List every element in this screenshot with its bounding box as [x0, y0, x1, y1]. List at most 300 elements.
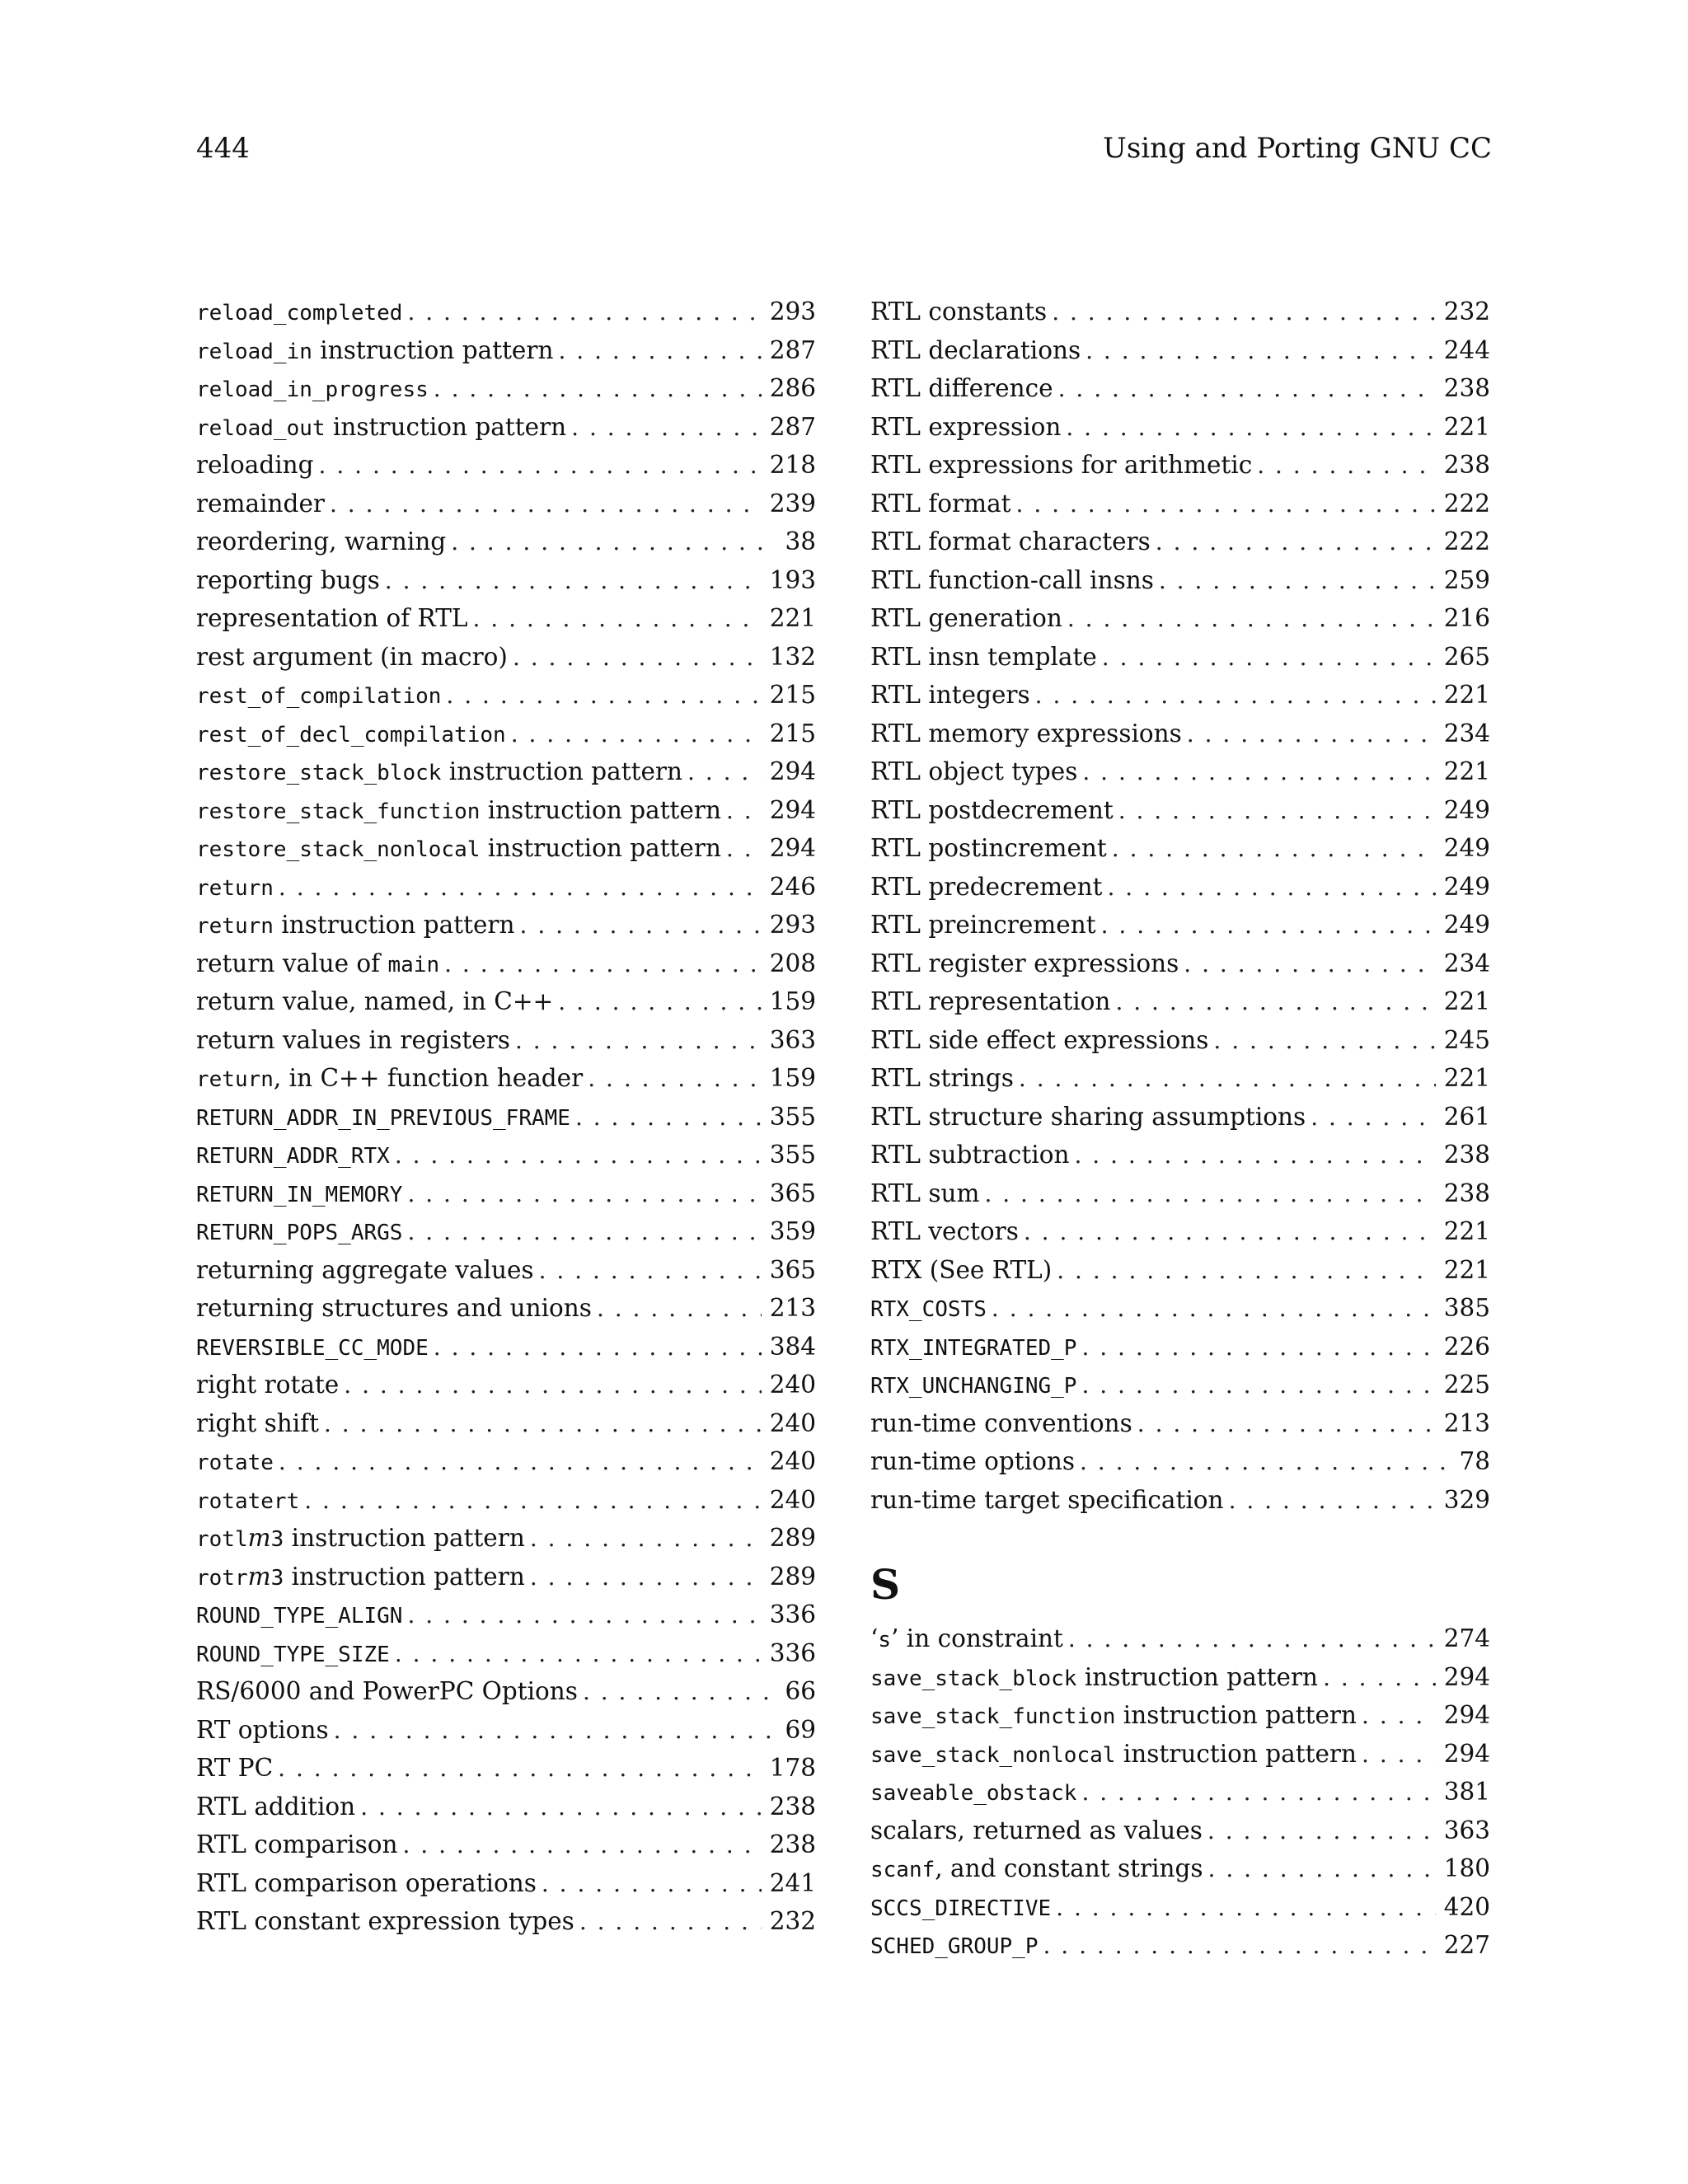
index-term [196, 1519, 525, 1559]
index-term [870, 752, 1077, 791]
page-reference: 221 [1443, 1064, 1490, 1092]
index-term-segment: rest_of_compilation [196, 684, 442, 709]
index-term-segment: RTX_INTEGRATED_P [870, 1335, 1077, 1361]
dot-leader [1043, 1927, 1436, 1966]
page-reference: 222 [1443, 527, 1490, 555]
dot-leader [1184, 945, 1435, 984]
page-reference: 289 [769, 1562, 816, 1591]
index-term [870, 1481, 1224, 1520]
index-term-segment: RTL subtraction [870, 1141, 1070, 1169]
page-reference: 355 [769, 1102, 816, 1131]
index-entry [870, 752, 1490, 791]
index-term [870, 1888, 1051, 1929]
index-column-right [870, 293, 1490, 1965]
page-reference: 215 [769, 719, 816, 748]
page-reference: 226 [1443, 1332, 1490, 1361]
index-term [196, 1098, 570, 1138]
index-term [870, 829, 1107, 868]
dot-leader [579, 1903, 762, 1942]
index-term [196, 944, 439, 985]
index-entry [196, 446, 816, 485]
page-reference: 238 [1443, 451, 1490, 479]
index-term [196, 1596, 402, 1636]
index-term-segment: RTL register expressions [870, 949, 1179, 977]
dot-leader [520, 907, 762, 945]
index-term [196, 1864, 537, 1903]
index-term-segment: RTL preincrement [870, 911, 1096, 939]
index-term [870, 485, 1011, 523]
page-reference: 240 [769, 1485, 816, 1514]
index-term [196, 1442, 274, 1483]
index-term-segment: , and constant strings [935, 1854, 1203, 1882]
index-term-segment: run-time options [870, 1447, 1075, 1475]
index-term-segment: RTL constant expression types [196, 1907, 574, 1935]
index-term-segment: return [196, 1067, 274, 1092]
index-term [196, 485, 325, 523]
page-reference: 232 [1443, 298, 1490, 326]
dot-leader [575, 1099, 762, 1137]
index-entry [196, 1558, 816, 1596]
dot-leader [344, 1366, 761, 1405]
page-reference: 238 [769, 1830, 816, 1858]
index-term [196, 1902, 574, 1941]
dot-leader [1056, 1889, 1436, 1928]
page-reference: 259 [1443, 565, 1490, 594]
dot-leader [542, 1865, 762, 1904]
index-term-segment: ROUND_TYPE_ALIGN [196, 1604, 403, 1629]
dot-leader [1362, 1697, 1436, 1736]
index-entry [870, 523, 1490, 561]
index-term [196, 369, 429, 410]
page-reference: 178 [769, 1754, 816, 1782]
dot-leader [1019, 1060, 1436, 1099]
index-term [196, 1328, 429, 1368]
page-reference: 286 [769, 374, 816, 402]
dot-leader [434, 370, 762, 409]
page-reference: 265 [1443, 642, 1490, 671]
index-term [196, 791, 721, 832]
dot-leader [1112, 830, 1436, 869]
page-reference: 215 [769, 681, 816, 709]
index-term-segment: restore_stack_block [196, 761, 442, 785]
dot-leader [1207, 1812, 1436, 1851]
dot-leader [279, 869, 762, 907]
page-reference: 38 [785, 527, 816, 555]
dot-leader [558, 983, 761, 1022]
page-reference: 240 [769, 1371, 816, 1399]
index-term-segment: rest argument (in macro) [196, 642, 508, 671]
index-term-segment: save_stack_block [870, 1666, 1077, 1691]
index-entry [196, 1902, 816, 1941]
page-reference: 294 [1443, 1701, 1490, 1729]
page-reference: 249 [1443, 911, 1490, 939]
index-entry [870, 485, 1490, 523]
dot-leader [1081, 1329, 1435, 1367]
index-term-segment: 3 [270, 1527, 284, 1552]
index-entry [870, 944, 1490, 983]
index-entry [870, 1888, 1490, 1927]
dot-leader [530, 1558, 762, 1597]
page-reference: 241 [769, 1868, 816, 1897]
index-term-segment: main [387, 952, 440, 977]
index-entry [870, 599, 1490, 638]
index-entry [196, 1174, 816, 1213]
page-reference: 244 [1443, 335, 1490, 364]
dot-leader [1208, 1850, 1436, 1889]
index-term-segment: instruction pattern [1115, 1701, 1357, 1729]
dot-leader [992, 1290, 1436, 1329]
index-term-segment: RTL vectors [870, 1217, 1019, 1245]
page-reference: 294 [769, 795, 816, 824]
dot-leader [1081, 1366, 1435, 1405]
index-term-segment: m [247, 1524, 271, 1552]
dot-leader [1102, 639, 1436, 677]
page-number: 444 [196, 132, 250, 165]
page-reference: 221 [1443, 1255, 1490, 1284]
page-reference: 359 [769, 1217, 816, 1245]
index-term-segment: reordering, warning [196, 527, 447, 555]
index-term-segment: RTL integers [870, 681, 1030, 709]
index-entry [196, 1596, 816, 1634]
page-reference: 294 [1443, 1662, 1490, 1691]
index-term [196, 1212, 402, 1253]
dot-leader [385, 562, 762, 601]
index-term-segment: RTL memory expressions [870, 719, 1182, 748]
index-term [870, 369, 1053, 408]
index-term [870, 1404, 1132, 1443]
page-reference: 239 [769, 489, 816, 518]
index-entry [196, 1788, 816, 1826]
index-term [870, 676, 1030, 715]
index-entry [196, 1289, 816, 1328]
page-reference: 221 [1443, 1217, 1490, 1245]
index-term-segment: reload_in_progress [196, 377, 429, 402]
index-term-segment: return values in registers [196, 1025, 510, 1054]
page-reference: 66 [785, 1677, 816, 1705]
index-term-segment: RETURN_POPS_ARGS [196, 1221, 403, 1245]
index-entry [196, 1825, 816, 1864]
page-reference: 365 [769, 1179, 816, 1207]
dot-leader [1108, 869, 1436, 907]
dot-leader [1362, 1736, 1436, 1774]
dot-leader [407, 1213, 761, 1252]
dot-leader [588, 1060, 761, 1099]
index-term [870, 944, 1179, 983]
dot-leader [395, 1137, 762, 1175]
index-entry [196, 906, 816, 944]
index-entry [196, 982, 816, 1021]
index-entry [870, 331, 1490, 370]
index-term-segment: RTL postdecrement [870, 795, 1114, 824]
page-reference: 287 [769, 335, 816, 364]
page-reference: 294 [769, 757, 816, 785]
index-term-segment: RETURN_ADDR_RTX [196, 1144, 390, 1169]
index-term-segment: instruction pattern [273, 911, 515, 939]
page-reference: 294 [769, 834, 816, 862]
page-reference: 261 [1443, 1102, 1490, 1131]
page-reference: 274 [1443, 1624, 1490, 1652]
index-term [870, 331, 1081, 370]
index-entry [196, 676, 816, 715]
index-entry [196, 485, 816, 523]
page-reference: 287 [769, 412, 816, 441]
index-term-segment: returning structures and unions [196, 1294, 592, 1322]
index-entry [196, 1481, 816, 1520]
dot-leader [511, 715, 762, 754]
index-entry [870, 1658, 1490, 1697]
index-term-segment: remainder [196, 489, 325, 518]
index-column-left [196, 293, 816, 1941]
index-term-segment: RTX (See RTL) [870, 1255, 1053, 1284]
page-reference: 221 [1443, 987, 1490, 1015]
dot-leader [1067, 600, 1436, 639]
dot-leader [687, 753, 762, 792]
index-term [196, 561, 380, 600]
index-term [870, 1136, 1069, 1174]
index-term [196, 1634, 390, 1675]
dot-leader [1081, 1774, 1435, 1812]
section-heading-s: S [870, 1560, 901, 1609]
page-reference: 249 [1443, 872, 1490, 901]
dot-leader [319, 447, 762, 485]
index-term [870, 523, 1151, 561]
index-term [870, 1098, 1306, 1137]
index-term-segment: representation of RTL [196, 604, 468, 632]
index-term [870, 1212, 1019, 1251]
index-entry [870, 446, 1490, 485]
index-term [870, 408, 1061, 447]
index-entry [870, 1328, 1490, 1366]
index-entry [870, 1212, 1490, 1251]
index-term [870, 1773, 1076, 1813]
page-reference: 363 [1443, 1816, 1490, 1844]
dot-leader [583, 1673, 771, 1712]
index-term-segment: REVERSIBLE_CC_MODE [196, 1335, 429, 1361]
page-header [196, 132, 1492, 165]
index-term-segment: RTL addition [196, 1792, 356, 1821]
index-entry [196, 829, 816, 868]
index-entry [196, 1749, 816, 1788]
dot-leader [515, 1022, 762, 1061]
index-entry [196, 1519, 816, 1558]
index-term-segment: saveable_obstack [870, 1781, 1077, 1806]
index-term-segment: scalars, returned as values [870, 1816, 1203, 1844]
index-term [196, 1481, 299, 1521]
index-entry [870, 868, 1490, 907]
index-entry [870, 1696, 1490, 1735]
index-term-segment: return [196, 875, 274, 901]
page-reference: 245 [1443, 1025, 1490, 1054]
index-term-segment: ‘ [870, 1624, 879, 1652]
index-entry [870, 1619, 1490, 1658]
index-term-segment: RTL comparison [196, 1830, 398, 1858]
index-entry [870, 1021, 1490, 1060]
index-term [870, 1251, 1052, 1290]
page-reference: 227 [1443, 1931, 1490, 1959]
index-term-segment: instruction pattern [325, 412, 567, 441]
index-entry [196, 944, 816, 983]
dot-leader [1137, 1405, 1436, 1444]
page-reference: 384 [769, 1332, 816, 1361]
index-entry [196, 1059, 816, 1098]
page-reference: 234 [1443, 719, 1490, 748]
index-term [870, 791, 1114, 830]
dot-leader [1068, 1620, 1436, 1659]
index-term [870, 1174, 979, 1213]
index-term [196, 906, 515, 946]
index-entry [870, 1404, 1490, 1443]
index-term [870, 1442, 1075, 1481]
dot-leader [1057, 1252, 1435, 1291]
index-term [196, 1174, 402, 1215]
index-entry [196, 752, 816, 791]
index-entry [870, 1098, 1490, 1137]
page-reference: 294 [1443, 1739, 1490, 1768]
dot-leader [1118, 792, 1436, 831]
index-term-segment: RTL generation [870, 604, 1062, 632]
dot-leader [1101, 907, 1436, 945]
page-reference: 363 [769, 1025, 816, 1054]
index-entry [196, 791, 816, 830]
index-term [196, 1289, 592, 1328]
index-term-segment: scanf [870, 1858, 935, 1882]
dot-leader [278, 1750, 762, 1788]
page-reference: 289 [769, 1524, 816, 1552]
index-entry [870, 1136, 1490, 1174]
index-term-segment: returning aggregate values [196, 1255, 534, 1284]
index-term [870, 638, 1097, 677]
dot-leader [472, 600, 761, 639]
page-reference: 238 [769, 1792, 816, 1821]
index-term [196, 1059, 583, 1099]
dot-leader [334, 1712, 771, 1750]
index-term-segment: RTL sum [870, 1179, 980, 1207]
index-term-segment: RTL format [870, 489, 1011, 518]
index-entry [196, 1864, 816, 1903]
dot-leader [984, 1175, 1435, 1214]
index-term [870, 1619, 1063, 1660]
dot-leader [1074, 1137, 1435, 1175]
index-term-segment: reporting bugs [196, 565, 380, 594]
index-term-segment: RTL representation [870, 987, 1111, 1015]
index-term-segment: RETURN_ADDR_IN_PREVIOUS_FRAME [196, 1105, 570, 1131]
index-entry [196, 715, 816, 753]
index-term [870, 906, 1096, 944]
index-entry [196, 1098, 816, 1137]
index-term-segment: restore_stack_function [196, 799, 481, 824]
dot-leader [1052, 293, 1435, 332]
index-term [870, 1366, 1076, 1406]
index-term-segment: RTL comparison operations [196, 1868, 537, 1897]
page-reference: 159 [769, 1064, 816, 1092]
index-entry [870, 1481, 1490, 1520]
page-reference: 69 [785, 1715, 816, 1744]
dot-leader [1080, 1443, 1446, 1482]
dot-leader [726, 792, 762, 831]
dot-leader [1257, 447, 1435, 485]
page-reference: 193 [769, 565, 816, 594]
index-term [196, 752, 682, 793]
index-term [196, 638, 508, 677]
page-reference: 232 [769, 1907, 816, 1935]
index-entry [196, 638, 816, 677]
index-entry [870, 829, 1490, 868]
dot-leader [1323, 1659, 1436, 1698]
index-term-segment: instruction pattern [441, 757, 683, 785]
page-reference: 293 [769, 298, 816, 326]
index-term [870, 1021, 1208, 1060]
dot-leader [597, 1290, 762, 1329]
index-entry [870, 369, 1490, 408]
index-entry [870, 1251, 1490, 1290]
page-reference: 221 [1443, 412, 1490, 441]
index-entry [196, 868, 816, 907]
index-entry [196, 1328, 816, 1366]
page-reference: 420 [1443, 1892, 1490, 1921]
page-reference: 355 [769, 1141, 816, 1169]
index-term-segment: RTL structure sharing assumptions [870, 1102, 1306, 1131]
index-term-segment: reload_out [196, 415, 326, 441]
index-entry [870, 1849, 1490, 1888]
index-entry [196, 523, 816, 561]
index-term-segment: RTL function-call insns [870, 565, 1154, 594]
index-term-segment: instruction pattern [480, 834, 721, 862]
dot-leader [324, 1405, 762, 1444]
dot-leader [1066, 409, 1435, 448]
page-reference: 218 [769, 451, 816, 479]
page-reference: 222 [1443, 489, 1490, 518]
index-term-segment: rotr [196, 1565, 248, 1591]
dot-leader [726, 830, 762, 869]
index-term-segment: return value, named, in C++ [196, 987, 554, 1015]
index-term-segment: RTL expressions for arithmetic [870, 451, 1253, 479]
index-entry [196, 1672, 816, 1711]
index-term-segment: right rotate [196, 1371, 340, 1399]
page-reference: 336 [769, 1638, 816, 1667]
page-reference: 234 [1443, 949, 1490, 977]
index-term [196, 446, 314, 485]
index-term-segment: RTL strings [870, 1064, 1014, 1092]
dot-leader [407, 1596, 761, 1635]
index-entry [870, 715, 1490, 753]
page-reference: 221 [1443, 681, 1490, 709]
index-term-segment: , in C++ function header [273, 1064, 584, 1092]
index-entry [196, 1711, 816, 1750]
index-entry [196, 1634, 816, 1673]
index-entry [870, 1059, 1490, 1098]
index-entry [870, 408, 1490, 447]
dot-leader [395, 1635, 762, 1674]
index-term-segment: reload_in [196, 339, 312, 364]
running-title: Using and Porting GNU CC [1103, 132, 1492, 165]
index-term [196, 715, 506, 755]
index-term-segment: reload_completed [196, 301, 403, 326]
index-entry [196, 293, 816, 331]
index-entry [196, 369, 816, 408]
index-term-segment: RTL constants [870, 298, 1048, 326]
index-entry [196, 1021, 816, 1060]
page-reference: 293 [769, 911, 816, 939]
dot-leader [1058, 370, 1436, 409]
dot-leader [539, 1252, 762, 1291]
index-term [870, 446, 1252, 485]
index-term-segment: restore_stack_nonlocal [196, 837, 481, 862]
index-entry [870, 676, 1490, 715]
page-reference: 365 [769, 1255, 816, 1284]
page-reference: 159 [769, 987, 816, 1015]
index-term-segment: RTX_UNCHANGING_P [870, 1374, 1077, 1399]
dot-leader [1213, 1022, 1435, 1061]
